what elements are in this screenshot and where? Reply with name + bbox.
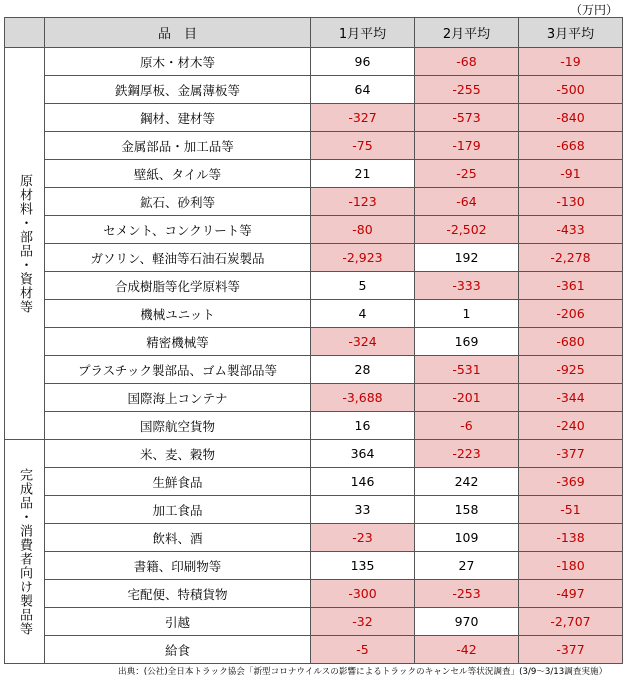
source-note: 出典：(公社)全日本トラック協会「新型コロナウイルスの影響によるトラックのキャンセル等状況調査」(3/9～3/13調査実施） [118, 667, 608, 677]
value-month-2-cell: 242 [415, 468, 519, 496]
item-name-cell: 書籍、印刷物等 [45, 552, 311, 580]
item-name-cell: 精密機械等 [45, 328, 311, 356]
group-label: 原材料・部品・資材等 [17, 173, 32, 314]
value-month-2-cell: -255 [415, 76, 519, 104]
value-month-2-cell: 192 [415, 244, 519, 272]
table-row [5, 244, 623, 272]
value-month-1-cell: 21 [311, 160, 415, 188]
value-month-2-cell: -201 [415, 384, 519, 412]
value-month-2-cell: 169 [415, 328, 519, 356]
item-name-cell: 飲料、酒 [45, 524, 311, 552]
value-month-1-cell: -32 [311, 608, 415, 636]
value-month-2-cell: -531 [415, 356, 519, 384]
table-row [5, 524, 623, 552]
value-month-2-cell: -2,502 [415, 216, 519, 244]
value-month-2-cell: 970 [415, 608, 519, 636]
group-label: 完成品・消費者向け製品等 [17, 467, 32, 636]
value-month-2-cell: -42 [415, 636, 519, 664]
value-month-1-cell: 96 [311, 48, 415, 76]
item-name-cell: 米、麦、穀物 [45, 440, 311, 468]
value-month-2-cell: -6 [415, 412, 519, 440]
header-month-3: 3月平均 [519, 18, 623, 48]
value-month-2-cell: -333 [415, 272, 519, 300]
value-month-1-cell: 16 [311, 412, 415, 440]
value-month-3-cell: -433 [519, 216, 623, 244]
table-header-row [5, 18, 623, 48]
value-month-1-cell: 64 [311, 76, 415, 104]
value-month-1-cell: -75 [311, 132, 415, 160]
item-name-cell: 合成樹脂等化学原料等 [45, 272, 311, 300]
item-name-cell: 壁紙、タイル等 [45, 160, 311, 188]
group-label-cell [5, 440, 45, 664]
table-row [5, 356, 623, 384]
item-name-cell: 鉄鋼厚板、金属薄板等 [45, 76, 311, 104]
item-name-cell: 原木・材木等 [45, 48, 311, 76]
value-month-1-cell: -3,688 [311, 384, 415, 412]
table-row [5, 328, 623, 356]
table-row [5, 76, 623, 104]
cancellation-table [4, 17, 623, 664]
value-month-1-cell: -80 [311, 216, 415, 244]
item-name-cell: 鋼材、建材等 [45, 104, 311, 132]
item-name-cell: 国際海上コンテナ [45, 384, 311, 412]
group-label-cell [5, 48, 45, 440]
value-month-3-cell: -51 [519, 496, 623, 524]
value-month-3-cell: -497 [519, 580, 623, 608]
value-month-3-cell: -361 [519, 272, 623, 300]
value-month-1-cell: -5 [311, 636, 415, 664]
item-name-cell: 給食 [45, 636, 311, 664]
value-month-1-cell: 28 [311, 356, 415, 384]
value-month-3-cell: -680 [519, 328, 623, 356]
value-month-2-cell: -68 [415, 48, 519, 76]
value-month-2-cell: 27 [415, 552, 519, 580]
item-name-cell: 国際航空貨物 [45, 412, 311, 440]
value-month-3-cell: -2,278 [519, 244, 623, 272]
item-name-cell: 加工食品 [45, 496, 311, 524]
table-row [5, 496, 623, 524]
value-month-2-cell: -253 [415, 580, 519, 608]
value-month-3-cell: -138 [519, 524, 623, 552]
value-month-2-cell: -25 [415, 160, 519, 188]
table-row [5, 216, 623, 244]
table-row [5, 300, 623, 328]
value-month-3-cell: -369 [519, 468, 623, 496]
value-month-3-cell: -925 [519, 356, 623, 384]
table-row [5, 552, 623, 580]
table-row [5, 272, 623, 300]
value-month-3-cell: -344 [519, 384, 623, 412]
value-month-3-cell: -19 [519, 48, 623, 76]
value-month-1-cell: -23 [311, 524, 415, 552]
table-row [5, 160, 623, 188]
value-month-1-cell: 4 [311, 300, 415, 328]
value-month-2-cell: -573 [415, 104, 519, 132]
table-row [5, 608, 623, 636]
value-month-1-cell: -300 [311, 580, 415, 608]
value-month-3-cell: -377 [519, 440, 623, 468]
table-row [5, 412, 623, 440]
value-month-1-cell: 146 [311, 468, 415, 496]
value-month-1-cell: 135 [311, 552, 415, 580]
value-month-3-cell: -91 [519, 160, 623, 188]
value-month-2-cell: -179 [415, 132, 519, 160]
item-name-cell: 機械ユニット [45, 300, 311, 328]
value-month-3-cell: -840 [519, 104, 623, 132]
value-month-2-cell: 158 [415, 496, 519, 524]
item-name-cell: プラスチック製部品、ゴム製部品等 [45, 356, 311, 384]
table-row [5, 104, 623, 132]
value-month-3-cell: -2,707 [519, 608, 623, 636]
value-month-1-cell: -123 [311, 188, 415, 216]
value-month-2-cell: -223 [415, 440, 519, 468]
value-month-2-cell: 109 [415, 524, 519, 552]
item-name-cell: ガソリン、軽油等石油石炭製品 [45, 244, 311, 272]
table-row [5, 440, 623, 468]
item-name-cell: 金属部品・加工品等 [45, 132, 311, 160]
header-month-2: 2月平均 [415, 18, 519, 48]
value-month-1-cell: 5 [311, 272, 415, 300]
table-row [5, 636, 623, 664]
value-month-3-cell: -377 [519, 636, 623, 664]
item-name-cell: セメント、コンクリート等 [45, 216, 311, 244]
value-month-1-cell: -324 [311, 328, 415, 356]
table-row [5, 468, 623, 496]
item-name-cell: 生鮮食品 [45, 468, 311, 496]
item-name-cell: 宅配便、特積貨物 [45, 580, 311, 608]
value-month-3-cell: -240 [519, 412, 623, 440]
table-row [5, 132, 623, 160]
value-month-1-cell: 364 [311, 440, 415, 468]
value-month-3-cell: -180 [519, 552, 623, 580]
value-month-1-cell: -327 [311, 104, 415, 132]
header-blank [5, 18, 45, 48]
value-month-3-cell: -500 [519, 76, 623, 104]
value-month-2-cell: -64 [415, 188, 519, 216]
item-name-cell: 鉱石、砂利等 [45, 188, 311, 216]
header-month-1: 1月平均 [311, 18, 415, 48]
item-name-cell: 引越 [45, 608, 311, 636]
header-item: 品 目 [45, 18, 311, 48]
value-month-1-cell: 33 [311, 496, 415, 524]
value-month-1-cell: -2,923 [311, 244, 415, 272]
value-month-3-cell: -206 [519, 300, 623, 328]
unit-label: （万円） [569, 3, 618, 17]
table-row [5, 580, 623, 608]
value-month-3-cell: -130 [519, 188, 623, 216]
value-month-3-cell: -668 [519, 132, 623, 160]
table-row [5, 188, 623, 216]
table-row [5, 48, 623, 76]
table-row [5, 384, 623, 412]
value-month-2-cell: 1 [415, 300, 519, 328]
